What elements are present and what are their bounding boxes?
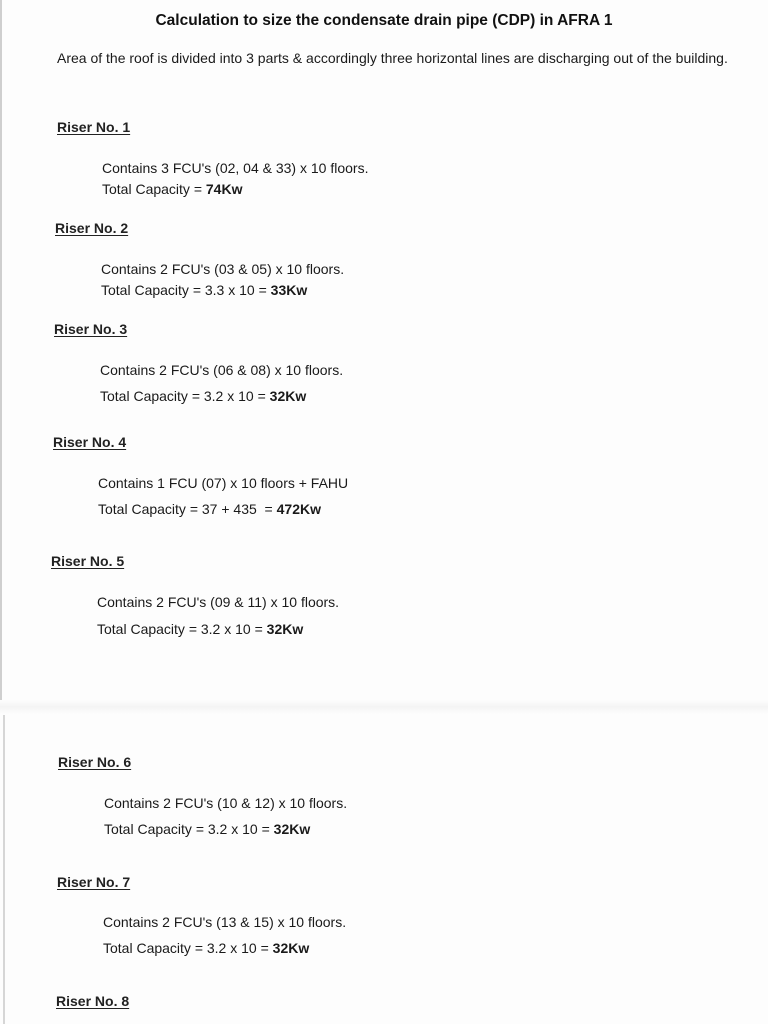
riser-6-contains: Contains 2 FCU's (10 & 12) x 10 floors. — [104, 795, 348, 811]
riser-4-contains: Contains 1 FCU (07) x 10 floors + FAHU — [98, 475, 349, 491]
riser-5-contains: Contains 2 FCU's (09 & 11) x 10 floors. — [97, 594, 340, 610]
page-edge-top — [0, 0, 2, 700]
riser-5-capacity-value: 32Kw — [266, 621, 304, 637]
page-break — [0, 700, 768, 714]
riser-3-capacity-label: Total Capacity = 3.2 x 10 = — [100, 388, 270, 404]
riser-6-capacity-label: Total Capacity = 3.2 x 10 = — [104, 821, 274, 837]
page-edge-bottom — [3, 715, 5, 1024]
riser-1-heading: Riser No. 1 — [57, 119, 131, 135]
riser-7-capacity-value: 32Kw — [272, 940, 310, 956]
riser-2-capacity-label: Total Capacity = 3.3 x 10 = — [101, 282, 271, 298]
riser-4-heading: Riser No. 4 — [53, 434, 127, 450]
riser-5-capacity-label: Total Capacity = 3.2 x 10 = — [97, 621, 267, 637]
riser-5-heading: Riser No. 5 — [51, 553, 125, 569]
riser-4-capacity — [98, 501, 321, 517]
riser-4-capacity-value: 472Kw — [276, 501, 321, 517]
riser-1-capacity-label: Total Capacity = — [102, 181, 206, 197]
riser-8-heading: Riser No. 8 — [56, 993, 130, 1009]
riser-3-capacity — [100, 388, 306, 404]
riser-3-heading: Riser No. 3 — [54, 321, 128, 337]
riser-6-capacity-value: 32Kw — [273, 821, 311, 837]
riser-3-contains: Contains 2 FCU's (06 & 08) x 10 floors. — [100, 362, 344, 378]
riser-4-capacity-label: Total Capacity = 37 + 435 = — [98, 501, 277, 517]
riser-7-capacity-label: Total Capacity = 3.2 x 10 = — [103, 940, 273, 956]
intro-paragraph: Area of the roof is divided into 3 parts & accordingly three horizontal lines are discharging out of the building. — [57, 50, 728, 66]
riser-6-heading: Riser No. 6 — [58, 754, 132, 770]
riser-7-heading: Riser No. 7 — [57, 874, 131, 890]
riser-2-capacity — [101, 282, 307, 298]
riser-6-capacity — [104, 821, 310, 837]
riser-1-contains: Contains 3 FCU's (02, 04 & 33) x 10 floors. — [102, 160, 369, 176]
riser-2-capacity-value: 33Kw — [270, 282, 308, 298]
riser-7-capacity — [103, 940, 309, 956]
riser-2-contains: Contains 2 FCU's (03 & 05) x 10 floors. — [101, 261, 345, 277]
riser-1-capacity — [102, 181, 242, 197]
document-title: Calculation to size the condensate drain pipe (CDP) in AFRA 1 — [155, 12, 613, 29]
riser-1-capacity-value: 74Kw — [205, 181, 243, 197]
riser-7-contains: Contains 2 FCU's (13 & 15) x 10 floors. — [103, 914, 347, 930]
riser-5-capacity — [97, 621, 303, 637]
riser-3-capacity-value: 32Kw — [269, 388, 307, 404]
riser-2-heading: Riser No. 2 — [55, 220, 129, 236]
